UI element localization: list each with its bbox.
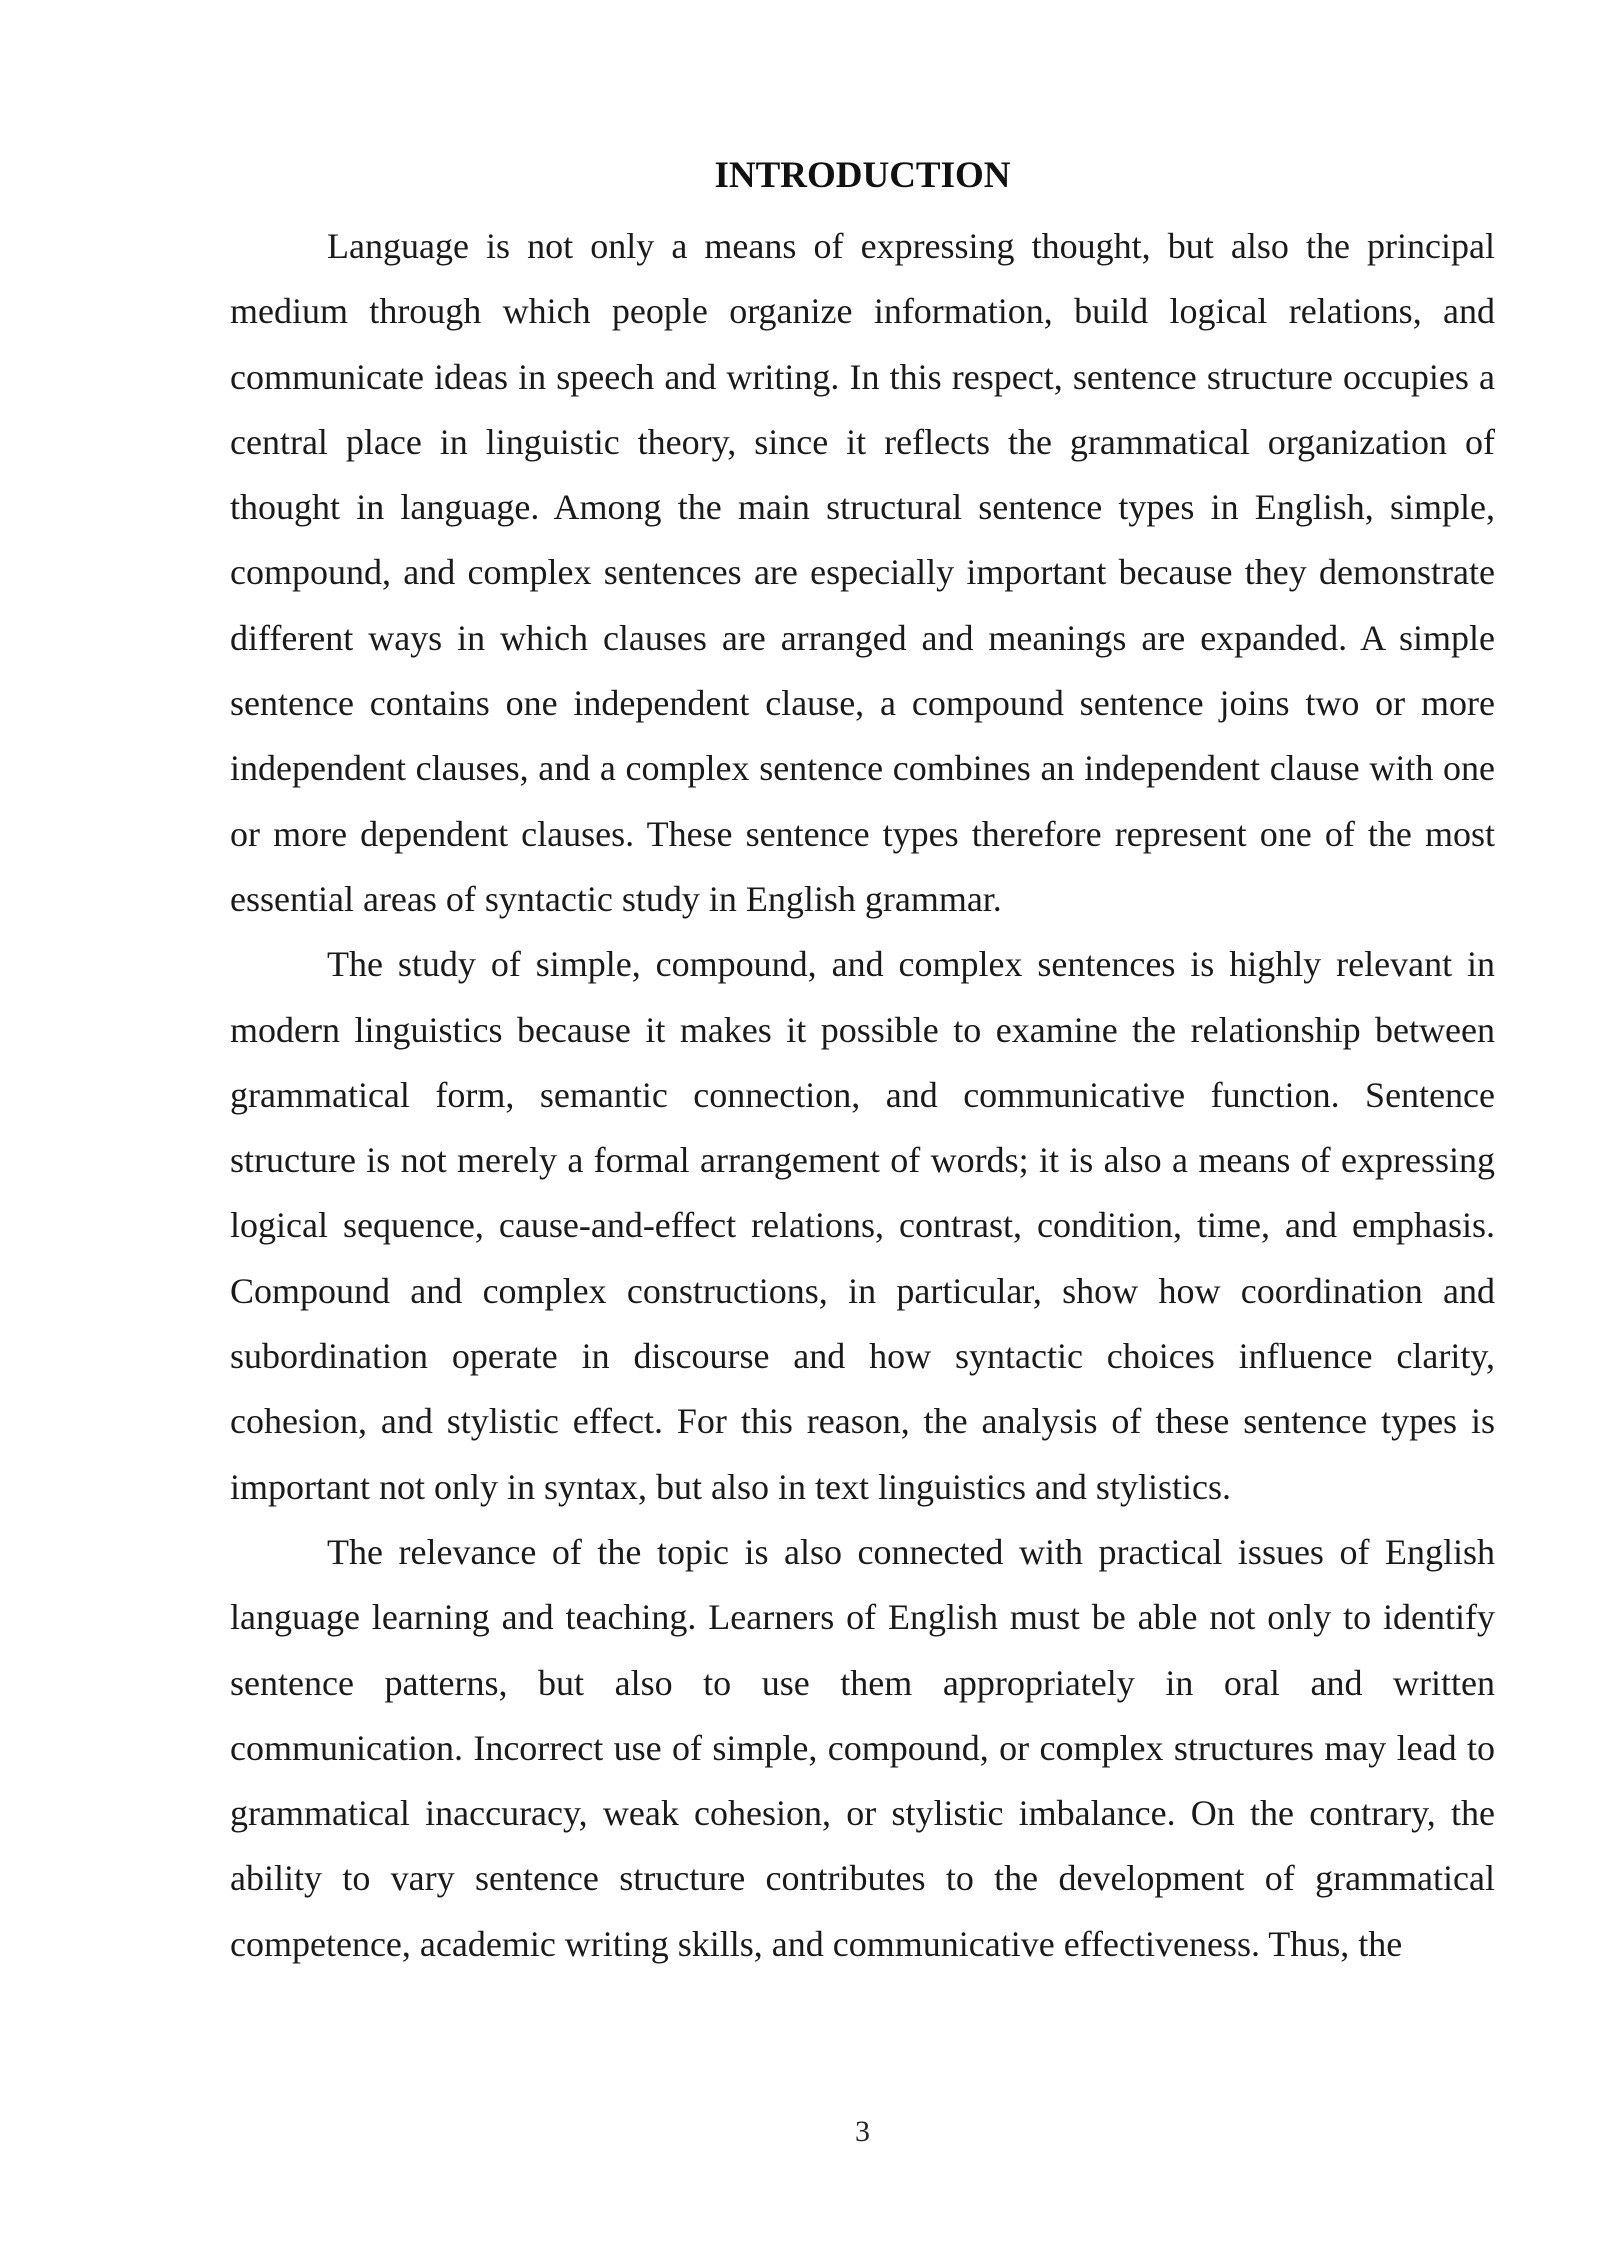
paragraph-1: Language is not only a means of expressing thought, but also the principal medium through which people organize information, build logical relations, and communicate ideas in speech and writing. In this respect, sentence structure occupies a central place in linguistic theory, since it reflects the grammatical organization of thought in language. Among the main structural sentence types in English, simple, compound, and complex sentences are especially important because they demonstrate different ways in which clauses are arranged and meanings are expanded. A simple sentence contains one independent clause, a compound sentence joins two or more independent clauses, and a complex sentence combines an independent clause with one or more dependent clauses. These sentence types therefore represent one of the most essential areas of syntactic study in English grammar. bbox=[230, 226, 1495, 919]
page-number: 3 bbox=[855, 2115, 870, 2148]
body-text bbox=[230, 214, 1495, 1977]
paragraph-2: The study of simple, compound, and complex sentences is highly relevant in modern linguistics because it makes it possible to examine the relationship between grammatical form, semantic connection, and communicative function. Sentence structure is not merely a formal arrangement of words; it is also a means of expressing logical sequence, cause-and-effect relations, contrast, condition, time, and emphasis. Compound and complex constructions, in particular, show how coordination and subordination operate in discourse and how syntactic choices influence clarity, cohesion, and stylistic effect. For this reason, the analysis of these sentence types is important not only in syntax, but also in text linguistics and stylistics. bbox=[230, 944, 1495, 1507]
page-title: INTRODUCTION bbox=[714, 155, 1011, 196]
paragraph-3: The relevance of the topic is also connected with practical issues of English language learning and teaching. Learners of English must be able not only to identify sentence patterns, but also to use them appropriately in oral and written communication. Incorrect use of simple, compound, or complex structures may lead to grammatical inaccuracy, weak cohesion, or stylistic imbalance. On the contrary, the ability to vary sentence structure contributes to the development of grammatical competence, academic writing skills, and communicative effectiveness. Thus, the bbox=[230, 1531, 1495, 1964]
